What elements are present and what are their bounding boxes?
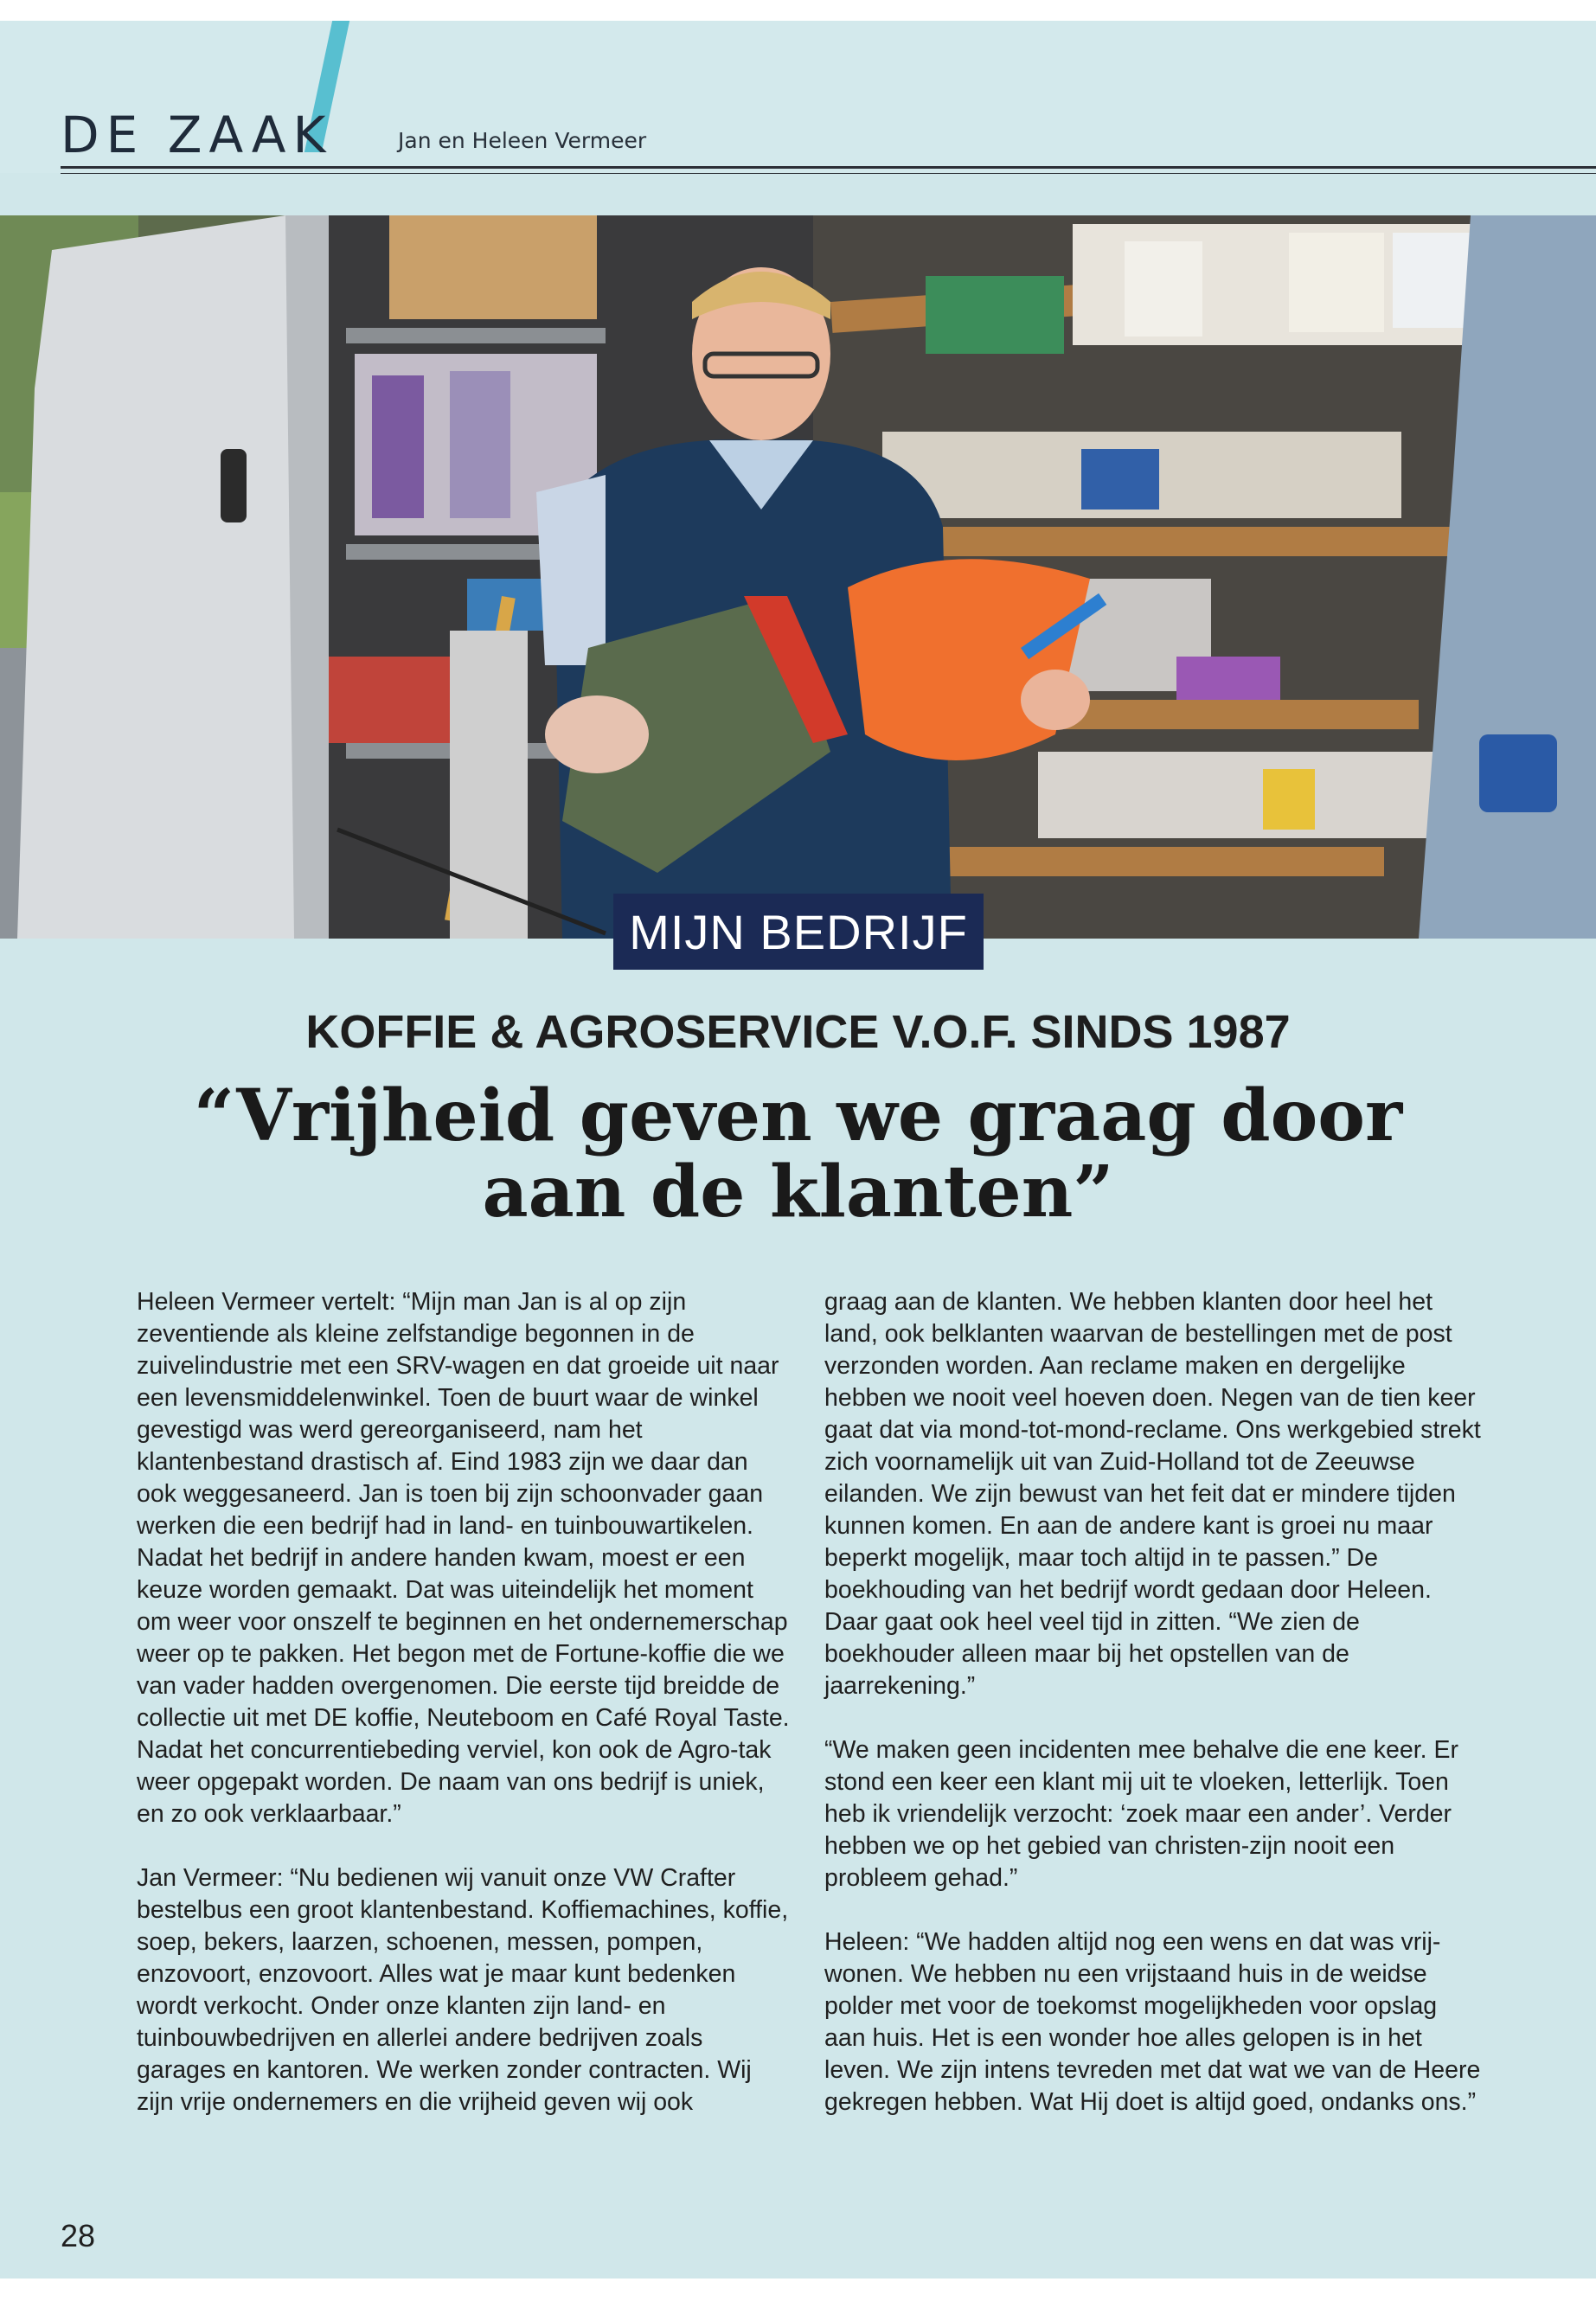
paragraph: graag aan de klanten. We hebben klanten door heel het land, ook belklanten waarvan de bestellingen met de post verzonden worden. Aan reclame maken en dergelijke hebben we nooit veel hoeven doen. Negen van de tien keer gaat dat via mond-tot-mond-reclame. Ons werkgebied strekt zich voornamelijk uit van Zuid-Holland tot de Zeeuwse eilanden. We zijn bewust van het feit dat er mindere tijden kunnen komen. En aan de andere kant is groei nu maar beperkt mogelijk, maar toch altijd in te passen.” De boekhouding van het bedrijf wordt gedaan door Heleen. Daar gaat ook heel veel tijd in zitten. “We zien de boekhouder alleen maar bij het opstellen van de jaarrekening.” <box>824 1288 1481 1700</box>
section-banner: MIJN BEDRIJF <box>613 894 984 970</box>
paragraph: Jan Vermeer: “Nu bedienen wij vanuit onze VW Crafter bestelbus een groot klantenbestand. Koffiemachines, koffie, soep, bekers, laarzen, schoenen, messen, pompen, enzovoort, enzovoort. Alles wat je maar kunt bedenken wordt verkocht. Onder onze klanten zijn land- en tuinbouwbedrijven en allerlei andere bedrijven zoals garages en kantoren. We werken zonder contracten. Wij zijn vrije ondernemers en die vrijheid geven wij ook <box>137 1864 789 2116</box>
magazine-page <box>0 21 1596 2279</box>
page-number: 28 <box>61 2218 96 2253</box>
section-subtitle: Jan en Heleen Vermeer <box>398 128 647 153</box>
header-rule <box>61 166 1596 169</box>
article-photo <box>0 215 1596 939</box>
headline-line-2: aan de klanten” <box>482 1150 1114 1234</box>
headline-line-1: “Vrijheid geven we graag door <box>193 1074 1403 1157</box>
article-kicker: KOFFIE & AGROSERVICE V.O.F. SINDS 1987 <box>305 1006 1291 1058</box>
body-column-left <box>137 1286 794 2150</box>
paragraph: Heleen: “We hadden altijd nog een wens en dat was vrij-wonen. We hebben nu een vrijstaand huis in de weidse polder met voor de toekomst mogelijkheden voor opslag aan huis. Het is een wonder hoe alles gelopen is in het leven. We zijn intens tevreden met dat wat we van de Heere gekregen hebben. Wat Hij doet is altijd goed, ondanks ons.” <box>824 1928 1481 2116</box>
header-rule-thin <box>61 173 1596 174</box>
paragraph: “We maken geen incidenten mee behalve die ene keer. Er stond een keer een klant mij uit te vloeken, letterlijk. Toen heb ik vriendelijk verzocht: ‘zoek maar een ander’. Verder hebben we op het gebied van christen-zijn nooit een probleem gehad.” <box>824 1736 1459 1892</box>
photo-man-in-van-icon <box>0 215 1596 939</box>
body-column-right <box>824 1286 1482 2150</box>
section-title: DE ZAAK <box>61 106 333 164</box>
paragraph: Heleen Vermeer vertelt: “Mijn man Jan is al op zijn zeventiende als kleine zelfstandige begonnen in de zuivelindustrie met een SRV-wagen en dat groeide uit naar een levensmiddelenwinkel. Toen de buurt waar de winkel gevestigd was werd gereorganiseerd, nam het klantenbestand drastisch af. Eind 1983 zijn we daar dan ook weggesaneerd. Jan is toen bij zijn schoonvader gaan werken die een bedrijf had in land- en tuinbouwartikelen. Nadat het bedrijf in andere handen kwam, moest er een keuze worden gemaakt. Dat was uiteindelijk het moment om weer voor onszelf te beginnen en het ondernemerschap weer op te pakken. Het begon met de Fortune-koffie die we van vader hadden overgenomen. Die eerste tijd breidde de collectie uit met DE koffie, Neuteboom en Café Royal Taste. Nadat het concurrentiebeding verviel, kon ook de Agro-tak weer opgepakt worden. De naam van ons bedrijf is uniek, en zo ook verklaarbaar.” <box>137 1288 790 1828</box>
article-headline <box>0 1074 1596 1234</box>
